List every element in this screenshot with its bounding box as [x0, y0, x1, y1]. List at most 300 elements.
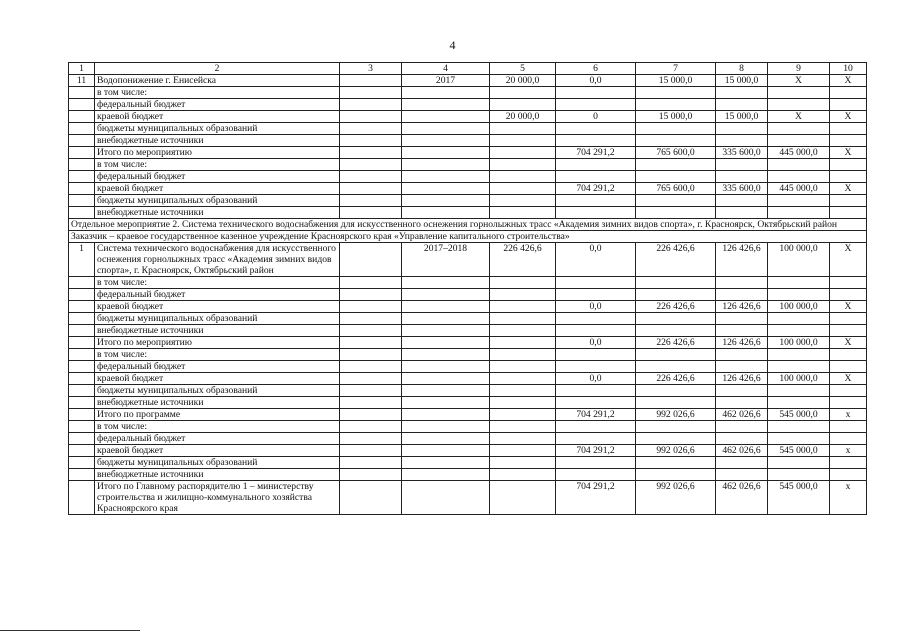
- table-row: [69, 469, 867, 481]
- table-cell: 15 000,0: [636, 111, 716, 123]
- table-cell: 545 000,0: [768, 481, 830, 515]
- table-cell: [636, 159, 716, 171]
- table-cell: [490, 337, 556, 349]
- table-cell: 100 000,0: [768, 301, 830, 313]
- table-cell: [830, 277, 867, 289]
- table-cell: [636, 457, 716, 469]
- table-cell: [402, 361, 490, 373]
- table-row: [69, 385, 867, 397]
- table-cell: 545 000,0: [768, 409, 830, 421]
- table-row: [69, 159, 867, 171]
- table-cell: [636, 313, 716, 325]
- table-cell: [490, 421, 556, 433]
- table-cell: 0,0: [556, 301, 636, 313]
- table-cell: [402, 99, 490, 111]
- table-cell: 20 000,0: [490, 111, 556, 123]
- table-cell: 126 426,6: [716, 373, 768, 385]
- table-cell: [402, 147, 490, 159]
- table-cell: [340, 207, 402, 219]
- table-cell: [490, 301, 556, 313]
- table-cell: [490, 123, 556, 135]
- table-cell: [636, 99, 716, 111]
- table-cell: [490, 433, 556, 445]
- section-title: Отдельное мероприятие 2. Система технического водоснабжения для искусственного оснежения горнолыжных трасс «Академия зимних видов спорта», г. Красноярск, Октябрьский район: [69, 219, 867, 231]
- table-cell: 226 426,6: [636, 373, 716, 385]
- table-row: [69, 337, 867, 349]
- table-row: [69, 111, 867, 123]
- table-cell: Х: [830, 147, 867, 159]
- table-row: [69, 325, 867, 337]
- table-row: [69, 397, 867, 409]
- header-cell: 6: [556, 63, 636, 75]
- table-cell: [69, 325, 95, 337]
- table-cell: [768, 349, 830, 361]
- table-cell: Х: [830, 301, 867, 313]
- table-cell: [402, 171, 490, 183]
- table-cell: 704 291,2: [556, 147, 636, 159]
- table-cell: [69, 445, 95, 457]
- table-cell: [556, 123, 636, 135]
- table-cell: [556, 385, 636, 397]
- table-cell: [768, 313, 830, 325]
- table-row: [69, 457, 867, 469]
- row-label: краевой бюджет: [95, 445, 340, 457]
- table-cell: [69, 183, 95, 195]
- table-cell: 992 026,6: [636, 481, 716, 515]
- table-cell: [830, 207, 867, 219]
- table-cell: [830, 99, 867, 111]
- table-cell: [830, 159, 867, 171]
- table-row: [69, 207, 867, 219]
- row-label: в том числе:: [95, 159, 340, 171]
- table-cell: [402, 433, 490, 445]
- table-cell: [402, 111, 490, 123]
- table-cell: [340, 277, 402, 289]
- table-cell: [340, 87, 402, 99]
- table-cell: [636, 397, 716, 409]
- table-cell: [402, 195, 490, 207]
- table-cell: 0,0: [556, 337, 636, 349]
- table-cell: [556, 433, 636, 445]
- row-label: внебюджетные источники: [95, 469, 340, 481]
- row-label: федеральный бюджет: [95, 99, 340, 111]
- table-cell: 765 600,0: [636, 147, 716, 159]
- table-cell: [556, 207, 636, 219]
- table-cell: [69, 481, 95, 515]
- row-label: внебюджетные источники: [95, 325, 340, 337]
- table-cell: [768, 385, 830, 397]
- table-cell: [340, 111, 402, 123]
- header-cell: 3: [340, 63, 402, 75]
- table-cell: 226 426,6: [636, 243, 716, 277]
- table-cell: [69, 433, 95, 445]
- table-cell: х: [830, 481, 867, 515]
- table-cell: 445 000,0: [768, 183, 830, 195]
- table-cell: [490, 361, 556, 373]
- table-cell: [556, 349, 636, 361]
- table-row: [69, 421, 867, 433]
- table-row: [69, 243, 867, 277]
- table-cell: 462 026,6: [716, 481, 768, 515]
- table-cell: [340, 361, 402, 373]
- table-cell: [490, 195, 556, 207]
- section-row: [69, 219, 867, 231]
- table-cell: [490, 99, 556, 111]
- table-row: [69, 171, 867, 183]
- table-cell: 0: [556, 111, 636, 123]
- table-cell: [69, 313, 95, 325]
- table-cell: [636, 195, 716, 207]
- table-cell: [556, 159, 636, 171]
- table-cell: [716, 99, 768, 111]
- table-cell: [69, 385, 95, 397]
- table-row: [69, 99, 867, 111]
- table-cell: [490, 457, 556, 469]
- table-cell: 0,0: [556, 373, 636, 385]
- row-label: Итого по мероприятию: [95, 337, 340, 349]
- table-cell: [340, 195, 402, 207]
- table-cell: [716, 325, 768, 337]
- table-row: [69, 147, 867, 159]
- table-cell: [830, 361, 867, 373]
- table-cell: [490, 183, 556, 195]
- table-cell: [340, 325, 402, 337]
- table-cell: [830, 135, 867, 147]
- table-cell: [556, 469, 636, 481]
- table-cell: [768, 135, 830, 147]
- table-cell: [402, 445, 490, 457]
- table-cell: [490, 373, 556, 385]
- table-cell: [340, 337, 402, 349]
- table-row: [69, 433, 867, 445]
- table-row: [69, 75, 867, 87]
- table-cell: [768, 289, 830, 301]
- table-cell: [490, 87, 556, 99]
- table-cell: [69, 337, 95, 349]
- row-label: в том числе:: [95, 87, 340, 99]
- row-label: бюджеты муниципальных образований: [95, 385, 340, 397]
- table-cell: [340, 433, 402, 445]
- table-cell: [490, 469, 556, 481]
- row-label: краевой бюджет: [95, 183, 340, 195]
- table-cell: [636, 325, 716, 337]
- row-label: Итого по программе: [95, 409, 340, 421]
- row-label: в том числе:: [95, 421, 340, 433]
- table-cell: [340, 99, 402, 111]
- footer-divider: [0, 630, 140, 631]
- table-cell: [69, 421, 95, 433]
- table-cell: [490, 349, 556, 361]
- table-cell: [768, 433, 830, 445]
- table-cell: Х: [830, 373, 867, 385]
- table-row: [69, 373, 867, 385]
- table-cell: [340, 481, 402, 515]
- table-cell: [69, 469, 95, 481]
- table-cell: [716, 433, 768, 445]
- table-cell: [768, 457, 830, 469]
- table-cell: [768, 87, 830, 99]
- table-cell: 15 000,0: [716, 75, 768, 87]
- table-cell: Х: [830, 337, 867, 349]
- table-cell: Х: [768, 111, 830, 123]
- table-cell: [716, 421, 768, 433]
- table-cell: [636, 469, 716, 481]
- table-cell: [340, 385, 402, 397]
- table-cell: [636, 349, 716, 361]
- table-cell: 765 600,0: [636, 183, 716, 195]
- table-cell: [402, 349, 490, 361]
- table-cell: 15 000,0: [636, 75, 716, 87]
- table-row: [69, 183, 867, 195]
- table-cell: Х: [830, 111, 867, 123]
- table-cell: [768, 159, 830, 171]
- table-cell: [340, 135, 402, 147]
- row-label: краевой бюджет: [95, 111, 340, 123]
- header-row: [69, 63, 867, 75]
- table-cell: 704 291,2: [556, 183, 636, 195]
- table-cell: [340, 445, 402, 457]
- header-cell: 5: [490, 63, 556, 75]
- table-cell: [716, 171, 768, 183]
- table-row: [69, 361, 867, 373]
- table-cell: [636, 385, 716, 397]
- table-cell: [490, 207, 556, 219]
- table-cell: 226 426,6: [636, 301, 716, 313]
- table-cell: [69, 207, 95, 219]
- table-cell: 100 000,0: [768, 337, 830, 349]
- table-cell: [556, 397, 636, 409]
- row-label: Водопонижение г. Енисейска: [95, 75, 340, 87]
- section-title: Заказчик – краевое государственное казенное учреждение Красноярского края «Управление капитального строительства»: [69, 231, 867, 243]
- table-cell: [716, 361, 768, 373]
- table-cell: [69, 349, 95, 361]
- table-cell: [69, 99, 95, 111]
- header-cell: 10: [830, 63, 867, 75]
- table-cell: [490, 409, 556, 421]
- table-cell: 545 000,0: [768, 445, 830, 457]
- table-cell: [340, 289, 402, 301]
- table-cell: [402, 409, 490, 421]
- table-cell: [768, 421, 830, 433]
- table-cell: [69, 373, 95, 385]
- table-cell: [636, 421, 716, 433]
- table-cell: [636, 87, 716, 99]
- table-cell: [402, 183, 490, 195]
- table-cell: [768, 361, 830, 373]
- table-cell: [830, 123, 867, 135]
- table-cell: Х: [830, 75, 867, 87]
- table-cell: [556, 313, 636, 325]
- table-cell: х: [830, 445, 867, 457]
- table-cell: [402, 325, 490, 337]
- table-cell: [69, 135, 95, 147]
- table-cell: 445 000,0: [768, 147, 830, 159]
- table-cell: [402, 207, 490, 219]
- row-label: в том числе:: [95, 349, 340, 361]
- table-cell: 462 026,6: [716, 445, 768, 457]
- table-cell: [768, 99, 830, 111]
- table-cell: [830, 385, 867, 397]
- table-cell: [716, 207, 768, 219]
- table-row: [69, 349, 867, 361]
- table-cell: [69, 195, 95, 207]
- table-cell: [69, 147, 95, 159]
- table-cell: [636, 361, 716, 373]
- table-cell: 126 426,6: [716, 301, 768, 313]
- table-cell: [636, 277, 716, 289]
- row-label: внебюджетные источники: [95, 397, 340, 409]
- table-row: [69, 313, 867, 325]
- table-cell: [830, 421, 867, 433]
- table-cell: [636, 433, 716, 445]
- table-cell: Х: [830, 183, 867, 195]
- table-row: [69, 87, 867, 99]
- table-row: [69, 445, 867, 457]
- header-cell: 8: [716, 63, 768, 75]
- table-cell: [830, 195, 867, 207]
- row-label: бюджеты муниципальных образований: [95, 123, 340, 135]
- table-cell: [490, 277, 556, 289]
- table-cell: 100 000,0: [768, 373, 830, 385]
- table-cell: [716, 313, 768, 325]
- table-cell: 126 426,6: [716, 337, 768, 349]
- table-cell: 2017–2018: [402, 243, 490, 277]
- table-cell: [340, 147, 402, 159]
- table-cell: [402, 385, 490, 397]
- row-label: краевой бюджет: [95, 373, 340, 385]
- table-cell: 1: [69, 243, 95, 277]
- header-cell: 2: [95, 63, 340, 75]
- table-cell: [490, 171, 556, 183]
- table-cell: 335 600,0: [716, 183, 768, 195]
- table-cell: [402, 123, 490, 135]
- table-cell: 0,0: [556, 75, 636, 87]
- table-row: [69, 277, 867, 289]
- table-cell: [830, 325, 867, 337]
- table-cell: [716, 135, 768, 147]
- table-cell: [716, 397, 768, 409]
- row-label: федеральный бюджет: [95, 171, 340, 183]
- table-cell: [716, 457, 768, 469]
- table-cell: [340, 159, 402, 171]
- table-cell: [556, 171, 636, 183]
- table-cell: [490, 481, 556, 515]
- table-cell: [830, 349, 867, 361]
- table-cell: [768, 207, 830, 219]
- table-cell: [402, 457, 490, 469]
- row-label: федеральный бюджет: [95, 361, 340, 373]
- table-cell: 226 426,6: [636, 337, 716, 349]
- table-cell: [830, 433, 867, 445]
- table-cell: [490, 135, 556, 147]
- table-cell: [69, 171, 95, 183]
- table-cell: [716, 277, 768, 289]
- row-label: федеральный бюджет: [95, 289, 340, 301]
- table-cell: [636, 207, 716, 219]
- table-cell: [340, 421, 402, 433]
- table-cell: 126 426,6: [716, 243, 768, 277]
- table-cell: [768, 195, 830, 207]
- table-cell: [69, 87, 95, 99]
- table-cell: 704 291,2: [556, 409, 636, 421]
- table-cell: [340, 171, 402, 183]
- table-cell: 20 000,0: [490, 75, 556, 87]
- table-cell: х: [830, 409, 867, 421]
- table-row: [69, 289, 867, 301]
- table-row: [69, 301, 867, 313]
- table-cell: [402, 313, 490, 325]
- table-cell: [490, 397, 556, 409]
- table-cell: [402, 373, 490, 385]
- table-cell: [830, 397, 867, 409]
- header-cell: 9: [768, 63, 830, 75]
- table-cell: [340, 183, 402, 195]
- budget-table: [68, 62, 867, 515]
- table-cell: 704 291,2: [556, 445, 636, 457]
- table-cell: 11: [69, 75, 95, 87]
- table-row: [69, 409, 867, 421]
- row-label: внебюджетные источники: [95, 207, 340, 219]
- table-cell: [768, 277, 830, 289]
- table-cell: [402, 277, 490, 289]
- table-cell: [340, 243, 402, 277]
- table-cell: [69, 289, 95, 301]
- table-cell: [830, 469, 867, 481]
- table-cell: [716, 123, 768, 135]
- table-cell: [69, 123, 95, 135]
- table-cell: [556, 457, 636, 469]
- table-cell: [69, 301, 95, 313]
- table-cell: [556, 195, 636, 207]
- table-cell: [340, 313, 402, 325]
- table-cell: [340, 373, 402, 385]
- table-cell: [340, 457, 402, 469]
- table-cell: [490, 385, 556, 397]
- table-cell: [716, 289, 768, 301]
- table-cell: [490, 325, 556, 337]
- page-number: 4: [449, 38, 456, 52]
- table-cell: [69, 397, 95, 409]
- table-cell: [402, 289, 490, 301]
- row-label: федеральный бюджет: [95, 433, 340, 445]
- table-cell: [768, 469, 830, 481]
- row-label: Система технического водоснабжения для искусственного оснежения горнолыжных трасс «Академия зимних видов спорта», г. Красноярск, Октябрьский район: [95, 243, 340, 277]
- table-cell: 0,0: [556, 243, 636, 277]
- table-cell: [768, 123, 830, 135]
- row-label: Итого по мероприятию: [95, 147, 340, 159]
- table-cell: [830, 87, 867, 99]
- row-label: внебюджетные источники: [95, 135, 340, 147]
- table-cell: [556, 277, 636, 289]
- table-cell: [340, 409, 402, 421]
- table-cell: [556, 87, 636, 99]
- table-cell: [636, 289, 716, 301]
- table-cell: [490, 313, 556, 325]
- table-cell: [490, 289, 556, 301]
- table-cell: [340, 469, 402, 481]
- table-cell: [556, 289, 636, 301]
- table-cell: [402, 301, 490, 313]
- table-cell: [402, 159, 490, 171]
- table-cell: [716, 385, 768, 397]
- section-row: [69, 231, 867, 243]
- table-cell: [69, 361, 95, 373]
- table-cell: [402, 469, 490, 481]
- table-cell: [402, 397, 490, 409]
- table-cell: 100 000,0: [768, 243, 830, 277]
- table-cell: Х: [830, 243, 867, 277]
- table-cell: [556, 421, 636, 433]
